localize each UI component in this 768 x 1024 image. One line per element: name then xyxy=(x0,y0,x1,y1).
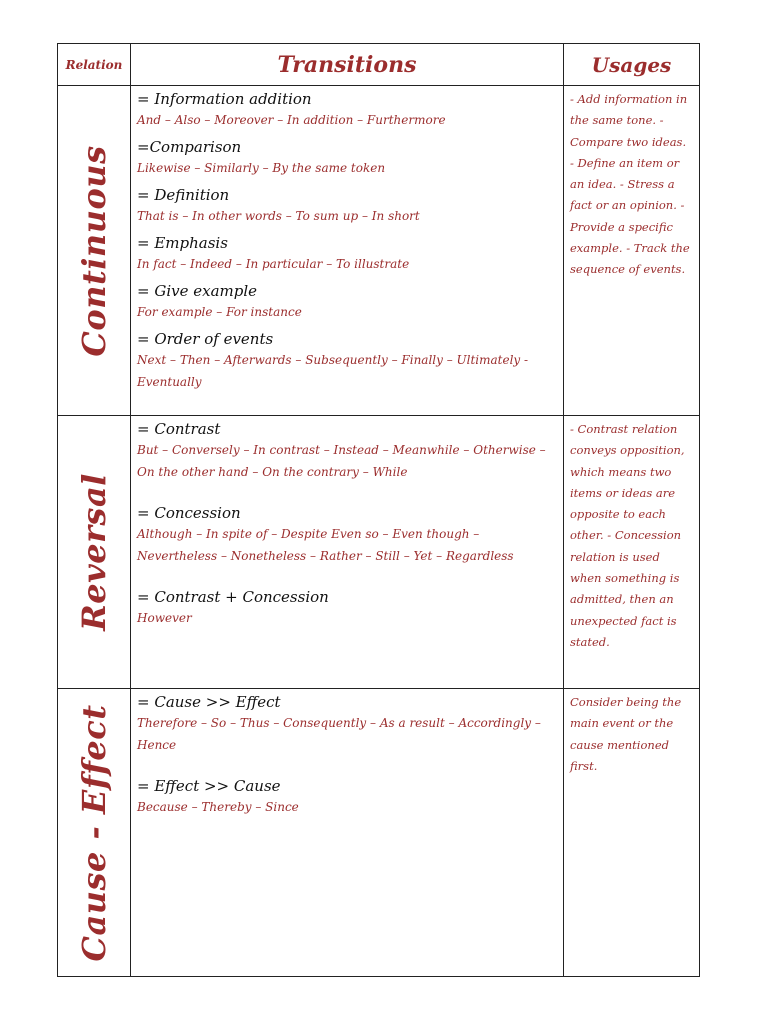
transitions-cell-continuous xyxy=(131,86,564,416)
relation-label-reversal: Reversal xyxy=(75,473,113,631)
relation-cell-reversal xyxy=(58,416,131,689)
group-heading: = Effect >> Cause xyxy=(137,777,281,795)
group-heading: = Definition xyxy=(137,186,230,204)
group-examples: Next – Then – Afterwards – Subsequently – Finally – Ultimately - Eventually xyxy=(137,353,529,389)
group-heading: =Comparison xyxy=(137,138,242,156)
relation-label-continuous: Continuous xyxy=(75,144,113,357)
group-examples: Because – Thereby – Since xyxy=(137,800,299,814)
group-examples: That is – In other words – To sum up – In short xyxy=(137,209,420,223)
group-heading: = Order of events xyxy=(137,330,274,348)
group-heading: = Contrast xyxy=(137,420,221,438)
relation-header: Relation xyxy=(58,44,131,86)
group-heading: = Give example xyxy=(137,282,258,300)
transitions-cell-cause-effect xyxy=(131,689,564,977)
usages-cell-cause-effect xyxy=(564,689,700,977)
group-examples: Although – In spite of – Despite Even so – Even though – Nevertheless – Nonetheless – Rather – Still – Yet – Regardless xyxy=(137,527,514,563)
transitions-table xyxy=(57,43,700,977)
group-examples: For example – For instance xyxy=(137,305,302,319)
group-examples: And – Also – Moreover – In addition – Furthermore xyxy=(137,113,446,127)
relation-cell-cause-effect xyxy=(58,689,131,977)
group-examples: Likewise – Similarly – By the same token xyxy=(137,161,386,175)
group-heading: = Cause >> Effect xyxy=(137,693,281,711)
group-examples: But – Conversely – In contrast – Instead – Meanwhile – Otherwise – On the other hand – On the contrary – While xyxy=(137,443,546,479)
usages-cell-continuous xyxy=(564,86,700,416)
usage-text: - Add information in the same tone. - Compare two ideas. - Define an item or an idea. - Stress a fact or an opinion. - Provide a specific example. - Track the sequence of events. xyxy=(570,92,690,277)
relation-cell-continuous xyxy=(58,86,131,416)
usages-cell-reversal xyxy=(564,416,700,689)
group-heading: = Information addition xyxy=(137,90,312,108)
row-continuous xyxy=(58,86,700,416)
usages-header: Usages xyxy=(564,44,700,86)
relation-label-cause-effect: Cause - Effect xyxy=(75,704,113,961)
group-examples: In fact – Indeed – In particular – To illustrate xyxy=(137,257,410,271)
group-heading: = Concession xyxy=(137,504,241,522)
group-heading: = Emphasis xyxy=(137,234,228,252)
group-examples: However xyxy=(137,611,192,625)
usage-text: Consider being the main event or the cause mentioned first. xyxy=(570,695,682,773)
header-row xyxy=(58,44,700,86)
row-cause-effect xyxy=(58,689,700,977)
transitions-sheet xyxy=(57,43,700,976)
row-reversal xyxy=(58,416,700,689)
group-examples: Therefore – So – Thus – Consequently – As a result – Accordingly – Hence xyxy=(137,716,541,752)
usage-text: - Contrast relation conveys opposition, which means two items or ideas are opposite to each other. - Concession relation is used when something is admitted, then an unexpected fact is stated. xyxy=(570,422,685,649)
group-heading: = Contrast + Concession xyxy=(137,588,329,606)
transitions-header: Transitions xyxy=(131,44,564,86)
transitions-cell-reversal xyxy=(131,416,564,689)
